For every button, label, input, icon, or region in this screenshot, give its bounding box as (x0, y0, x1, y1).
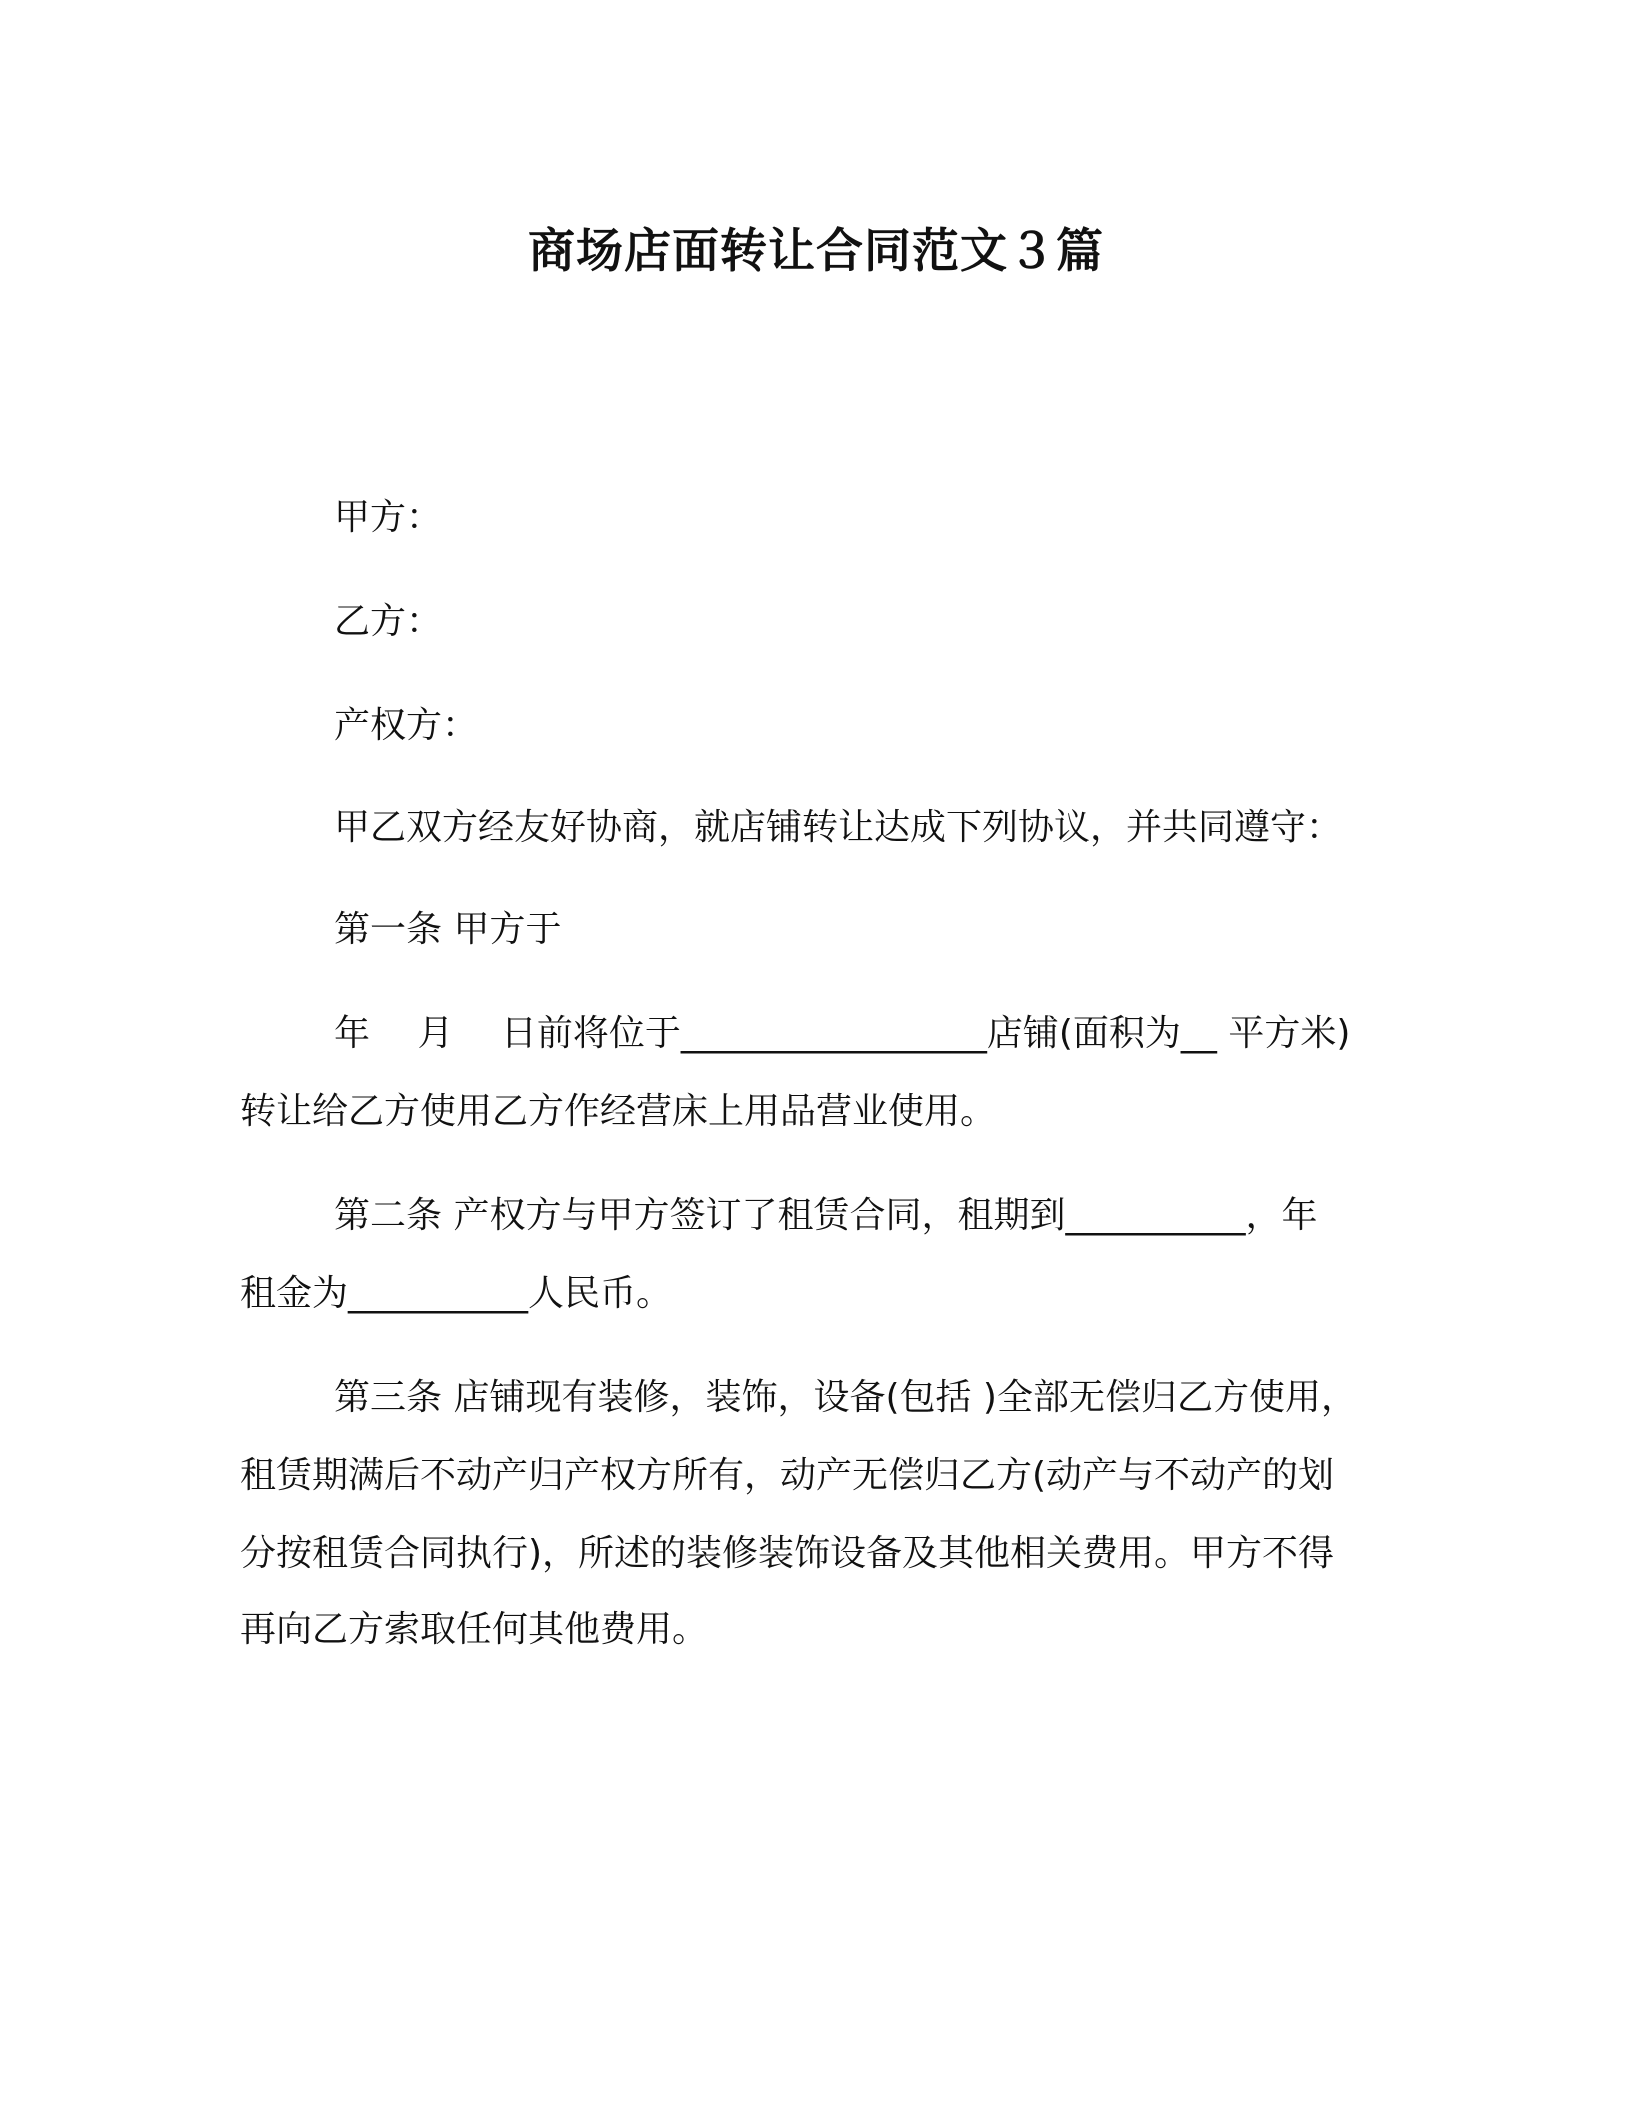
article-1-line-2: 转让给乙方使用乙方作经营床上用品营业使用。 (240, 1091, 997, 1132)
document-title: 商场店面转让合同范文３篇 (528, 224, 1104, 279)
article-1-heading: 第一条 甲方于 (334, 909, 562, 950)
article-3-line-4: 再向乙方索取任何其他费用。 (240, 1609, 709, 1650)
article-3-line-2: 租赁期满后不动产归产权方所有，动产无偿归乙方(动产与不动产的划 (240, 1455, 1335, 1496)
property-owner-label: 产权方： (334, 705, 479, 746)
article-2-line-1: 第二条 产权方与甲方签订了租赁合同，租期到__________，年 (334, 1195, 1318, 1236)
party-a-label: 甲方： (334, 497, 443, 538)
preamble-paragraph: 甲乙双方经友好协商，就店铺转让达成下列协议，并共同遵守： (334, 807, 1343, 848)
article-2-line-2: 租金为__________人民币。 (240, 1273, 673, 1314)
article-3-line-3: 分按租赁合同执行)，所述的装修装饰设备及其他相关费用。甲方不得 (240, 1533, 1335, 1574)
party-b-label: 乙方： (334, 601, 443, 642)
article-1-line-1: 年 月 日前将位于_________________店铺(面积为__ 平方米) (334, 1013, 1351, 1054)
article-3-line-1: 第三条 店铺现有装修，装饰，设备(包括 )全部无偿归乙方使用， (334, 1377, 1357, 1418)
